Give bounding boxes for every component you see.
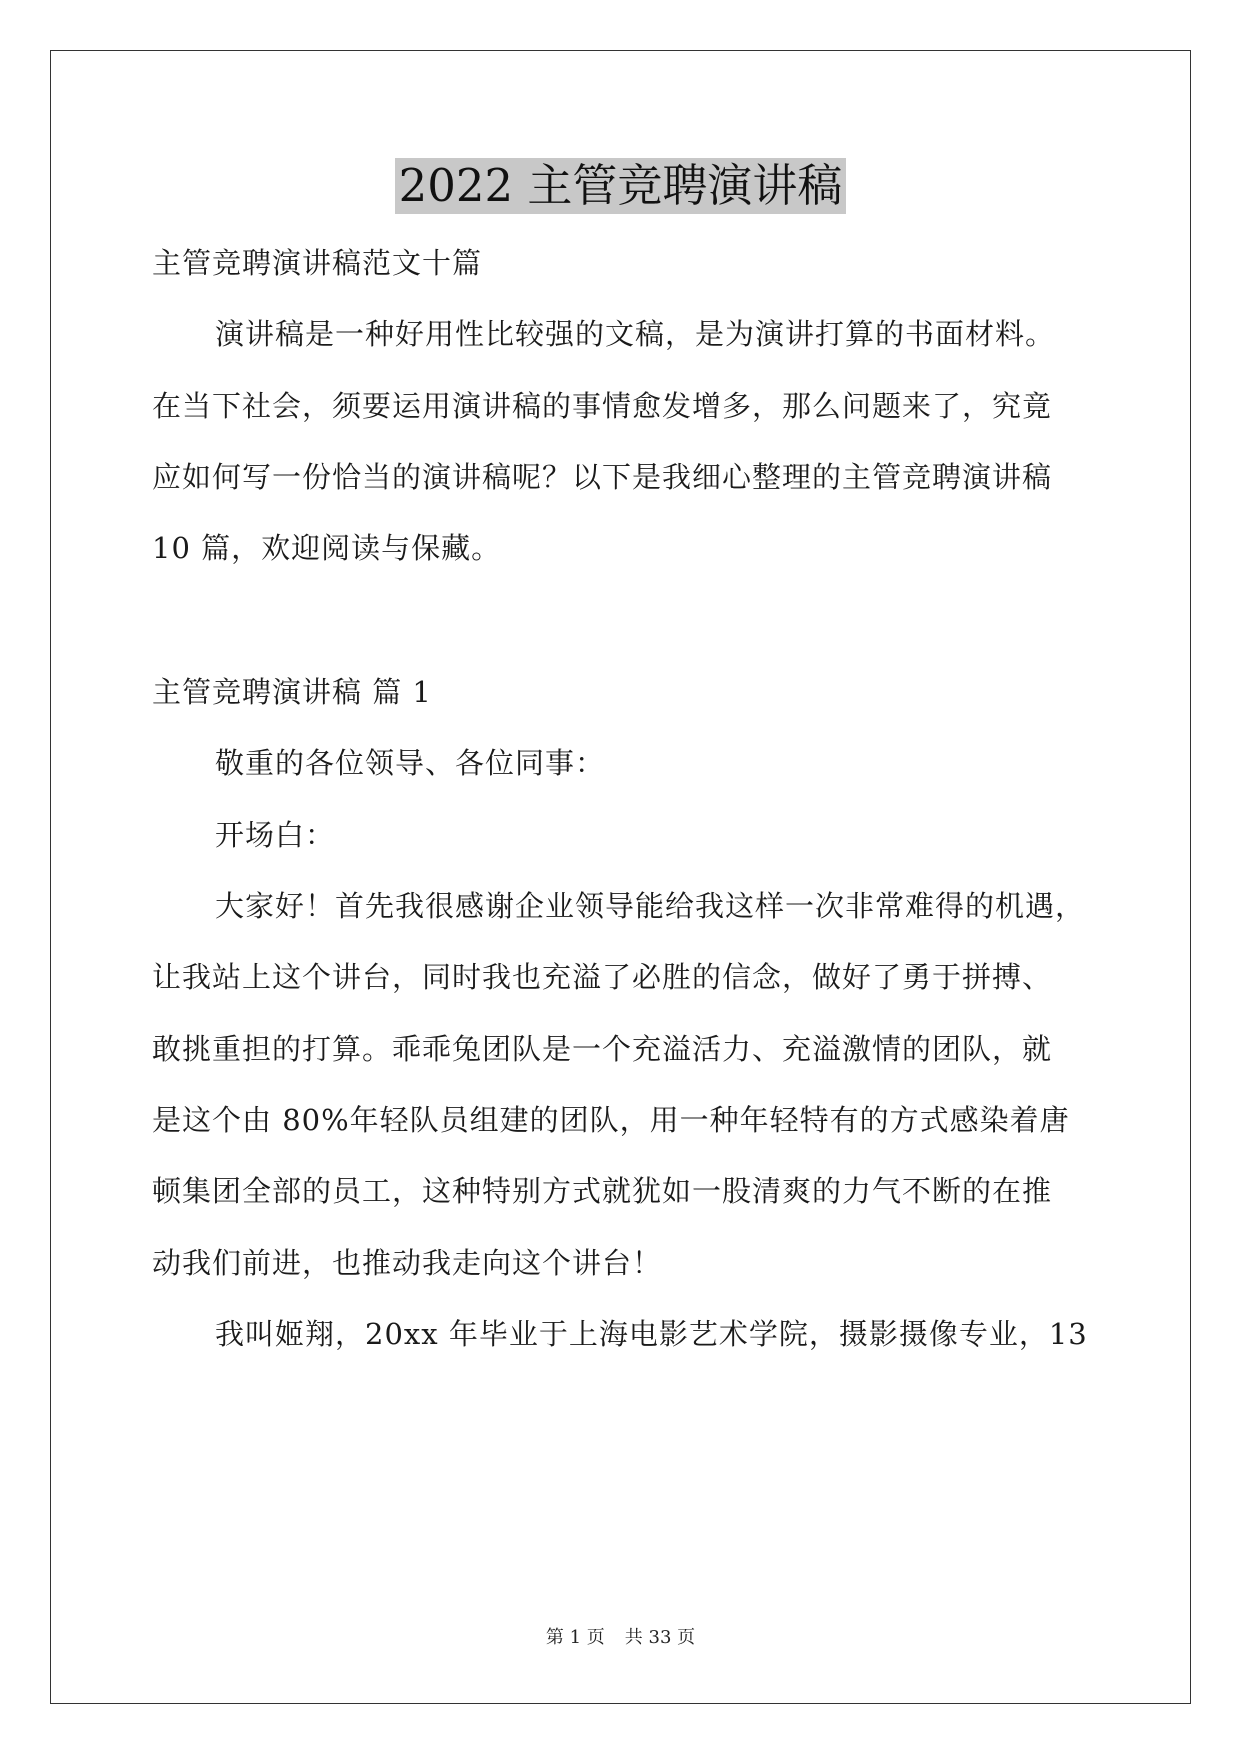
page-border xyxy=(50,50,1191,1704)
body-paragraph-line: 顿集团全部的员工，这种特别方式就犹如一股清爽的力气不断的在推 xyxy=(152,1174,1053,1208)
section-heading: 主管竞聘演讲稿 篇 1 xyxy=(152,675,432,709)
title-container xyxy=(0,158,1241,214)
document-title: 2022 主管竞聘演讲稿 xyxy=(395,158,847,214)
intro-paragraph-line: 在当下社会，须要运用演讲稿的事情愈发增多，那么问题来了，究竟 xyxy=(152,389,1053,423)
body-paragraph-line: 敢挑重担的打算。乖乖兔团队是一个充溢活力、充溢激情的团队，就 xyxy=(152,1032,1053,1066)
body-paragraph-line: 大家好！首先我很感谢企业领导能给我这样一次非常难得的机遇， xyxy=(215,889,1086,923)
opening-label: 开场白： xyxy=(215,818,336,852)
body-paragraph-line: 动我们前进，也推动我走向这个讲台！ xyxy=(152,1246,663,1280)
intro-paragraph-line: 演讲稿是一种好用性比较强的文稿，是为演讲打算的书面材料。 xyxy=(215,317,1056,351)
page-number: 第 1 页 xyxy=(545,1627,605,1648)
page-footer xyxy=(0,1626,1241,1650)
greeting-line: 敬重的各位领导、各位同事： xyxy=(215,746,606,780)
page-total: 共 33 页 xyxy=(624,1627,696,1648)
intro-paragraph-line: 10 篇，欢迎阅读与保藏。 xyxy=(152,531,502,565)
body-paragraph-line: 是这个由 80%年轻队员组建的团队，用一种年轻特有的方式感染着唐 xyxy=(152,1103,1070,1137)
body-paragraph-line: 让我站上这个讲台，同时我也充溢了必胜的信念，做好了勇于拼搏、 xyxy=(152,960,1053,994)
body-paragraph-line: 我叫姬翔，20xx 年毕业于上海电影艺术学院，摄影摄像专业，13 xyxy=(215,1317,1088,1351)
intro-paragraph-line: 应如何写一份恰当的演讲稿呢？以下是我细心整理的主管竞聘演讲稿 xyxy=(152,460,1053,494)
subtitle: 主管竞聘演讲稿范文十篇 xyxy=(152,246,483,280)
